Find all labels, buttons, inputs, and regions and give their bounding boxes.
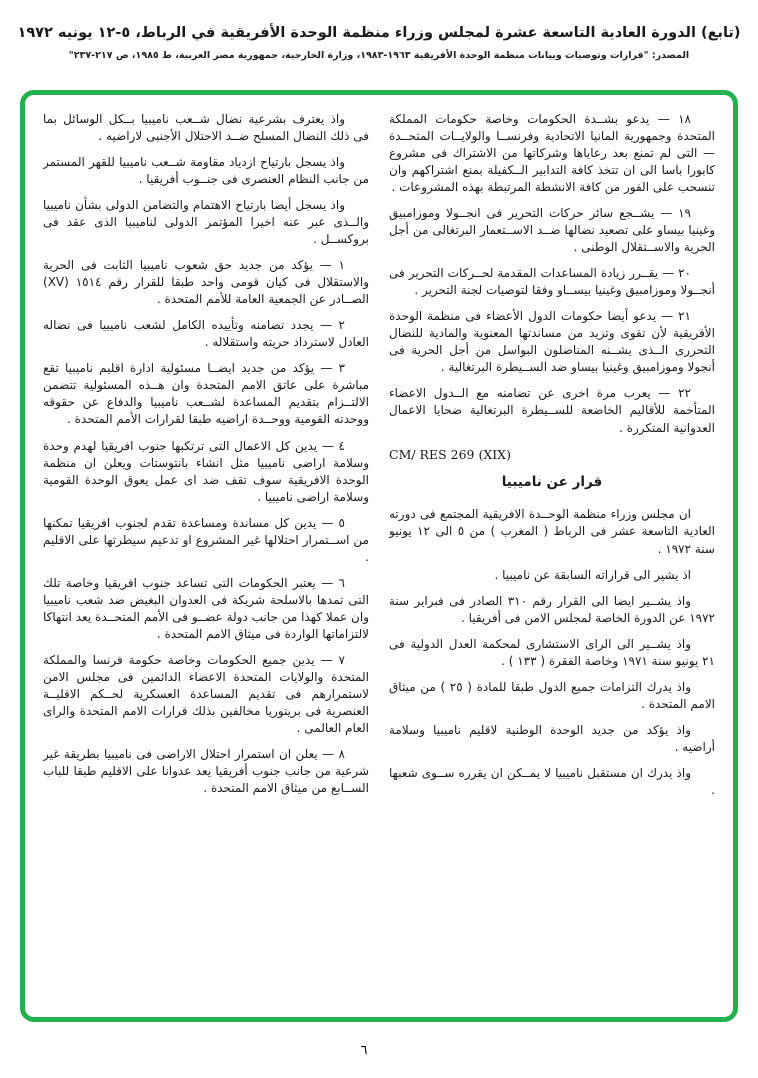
paragraph: واذ يشــير ايضا الى القرار رقم ٣١٠ الصادر فى فبراير سنة ١٩٧٢ عن الدورة الخاصة لمجلس الامن فى أفريقيا .	[389, 593, 715, 625]
paragraph: واذ يدرك ان مستقبل ناميبيا لا يمــكن ان يقرره ســوى شعبها .	[389, 765, 715, 797]
paragraph: ٤ — يدين كل الاعمال التى ترتكبها جنوب افريقيا لهدم وحدة وسلامة اراضى ناميبيا مثل انشاء بانتوستات ويعلن ان منظمة الوحدة الافريقية سوف تقف ضد اى عمل يعوق الوحدة القومية وسلامة اراضى ناميبيا .	[43, 438, 369, 504]
page-number: ٦	[360, 1043, 368, 1058]
paragraph: ٢٢ — يعرب مرة اخرى عن تضامنه مع الــدول الاعضاء المتأخمة للأقاليم الخاضعة للســيطرة البرتغالية ضحايا الاعمال العدوانية المتكررة .	[389, 386, 715, 435]
paragraph: ان مجلس وزراء منظمة الوحــدة الافريقية المجتمع فى دورته العادية التاسعة عشر فى الرباط ( المغرب ) من ٥ الى ١٢ يونيو سنة ١٩٧٢ .	[389, 507, 715, 556]
paragraph: ٢ — يجدد تضامنه وتأييده الكامل لشعب ناميبيا فى نضاله العادل لاسترداد حريته واستقلاله .	[43, 318, 369, 350]
paragraph: واذ يدرك التزامات جميع الدول طبقا للمادة ( ٢٥ ) من ميثاق الامم المتحدة .	[389, 679, 715, 711]
right-column	[389, 111, 715, 1005]
continued-resolution-paragraphs	[389, 111, 715, 437]
paragraph: ١٨ — يدعو بشــدة الحكومات وخاصة حكومات المملكة المتحدة وجمهورية المانيا الاتحادية وفرنســا والولايــات المتحــدة — التى لم تمنع بعد رعاياها وشركاتها من الاشتراك فى مشروع كابورا باسا الى ان تتخذ كافة التدابير الــكفيلة بمنع اشتراكهم وان تنسحب على الفور من كافة الانشطة المرتبطة بهذه المشروعات .	[389, 112, 715, 195]
left-column	[43, 111, 369, 1005]
paragraph: واذ يسجل بارتياح ازدياد مقاومة شــعب ناميبيا للقهر المستمر من جانب النظام العنصرى فى جنــوب أفريقيا .	[43, 155, 369, 187]
paragraph: ٣ — يؤكد من جديد ايضــا مسئولية ادارة اقليم ناميبيا تقع مباشرة على عاتق الامم المتحدة وان هــذه المسئولية تتضمن الالتــزام بتقديم المساعدة لشــعب ناميبيا والدفاع عن حقوقه ووحدته القومية ووحــدة اراضيه طبقا لقرارات الأمم المتحدة .	[43, 361, 369, 427]
resolution-body-paragraphs	[43, 111, 369, 797]
paragraph: ٢١ — يدعو أيضا حكومات الدول الأعضاء فى منظمة الوحدة الأفريقية لأن تقوى وتزيد من مساندتها المعنوية والمادية للنضال التحررى الــذى يشــنه المناضلون البواسل من أجل الحرية فى أنجولا وموزامبيق وغينيا بيساو ضد الســيطرة البرتغالية .	[389, 309, 715, 375]
paragraph: ٢٠ — يقــرر زيادة المساعدات المقدمة لحــركات التحرير فى أنجــولا وموزامبيق وغينيا بيســاو وفقا لتوصيات لجنة التحرير .	[389, 266, 715, 298]
paragraph: ٧ — يدين جميع الحكومات وخاصة حكومة فرنسا والمملكة المتحدة والولايات المتحدة الاعضاء الدائمين فى مجلس الامن لاستمرارهم فى تقديم المساعدة العسكرية لحــكم الاقليــة العنصرية فى بريتوريا مخالفين بذلك قرارات الامم المتحدة والراى العام العالمى .	[43, 652, 369, 735]
paragraph: واذ يؤكد من جديد الوحدة الوطنية لاقليم ناميبيا وسلامة أراضيه .	[389, 722, 715, 754]
document-frame	[20, 90, 738, 1022]
document-header	[0, 0, 758, 61]
resolution-preamble-paragraphs	[389, 506, 715, 798]
page-title: (تابع) الدورة العادية التاسعة عشرة لمجلس وزراء منظمة الوحدة الأفريقية في الرباط، ٥-١٢ يونيه ١٩٧٢	[17, 25, 741, 41]
paragraph: اذ يشير الى قراراته السابقة عن ناميبيا .	[494, 567, 691, 582]
paragraph: واذ يعترف بشرعية نضال شــعب ناميبيا بــكل الوسائل بما فى ذلك النضال المسلح ضــد الاحتلال الأجنبى لاراضيه .	[43, 112, 369, 144]
resolution-code: CM/ RES 269 (XIX)	[389, 446, 511, 462]
source-line: المصدر: "قرارات وتوصيات وبيانات منظمة الوحدة الأفريقية ١٩٦٣-١٩٨٣، وزارة الخارجية، جمهورية مصر العربية، ط ١٩٨٥، ص ٢١٧-٢٣٧"	[68, 50, 690, 61]
paragraph: ٥ — يدين كل مساندة ومساعدة تقدم لجنوب افريقيا تمكنها من اســتمرار احتلالها غير المشروع او تدعيم سيطرتها على الاقليم .	[43, 515, 369, 564]
paragraph: ٨ — يعلن ان استمرار احتلال الاراضى فى ناميبيا بطريقة غير شرعية من جانب جنوب أفريقيا يعد عدوانا على الاقليم طبقا للباب الســابع من ميثاق الامم المتحدة .	[43, 747, 369, 796]
paragraph: ٦ — يعتبر الحكومات التى تساعد جنوب افريقيا وخاصة تلك التى تمدها بالاسلحة شريكة فى العدوان البغيض ضد شعب ناميبيا وان عملا كهذا من جانب دولة عضــو فى الأمم المتحــدة يعد انتهاكا لالتزاماتها الواردة فى ميثاق الامم المتحدة .	[43, 575, 369, 641]
paragraph: واذ يشــير الى الراى الاستشارى لمحكمة العدل الدولية فى ٢١ يونيو سنة ١٩٧١ وخاصة الفقرة ( ١٣٣ ) .	[389, 636, 715, 668]
paragraph: ١٩ — يشــجع سائر حركات التحرير فى انجــولا وموزامبيق وغينيا بيساو على تصعيد نضالها ضــد الاســتعمار البرتغالى من أجل الحرية والاســتقلال الوطنى .	[389, 206, 715, 255]
paragraph: ١ — يؤكد من جديد حق شعوب ناميبيا الثابت فى الحرية والاستقلال فى كيان قومى واحد طبقا للقرار رقم ١٥١٤ (XV) الصــادر عن الجمعية العامة للأمم المتحدة .	[43, 258, 369, 307]
resolution-title: قرار عن ناميبيا	[501, 474, 603, 491]
paragraph: واذ يسجل أيضا بارتياح الاهتمام والتضامن الدولى بشأن ناميبيا والــذى عبر عنه اخيرا المؤتمر الدولى لناميبيا الذى عقد فى بروكســل .	[43, 198, 369, 247]
